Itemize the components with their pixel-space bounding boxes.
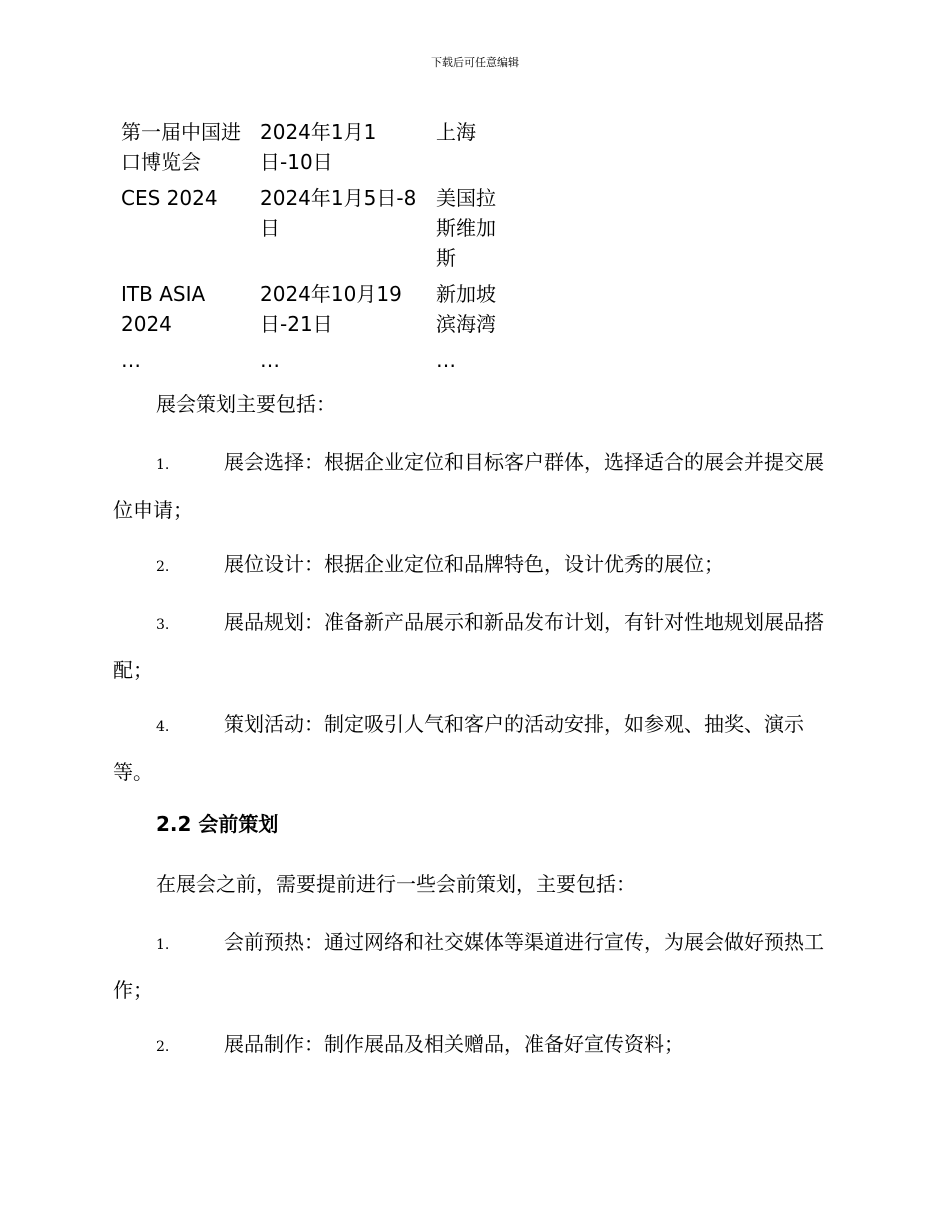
- events-table: [113, 117, 506, 375]
- table-row: [113, 345, 506, 375]
- list-text: 策划活动：制定吸引人气和客户的活动安排，如参观、抽奖、演示等。: [113, 712, 804, 784]
- event-date-cell: 2024年1月1日-10日: [260, 120, 377, 174]
- event-name-cell: CES 2024: [121, 186, 218, 210]
- event-location-cell: …: [436, 348, 456, 372]
- table-row: [113, 279, 506, 345]
- list-number: 1.: [156, 937, 170, 953]
- event-name-cell: ITB ASIA 2024: [121, 282, 206, 336]
- event-name-cell: …: [121, 348, 141, 372]
- list-item: [113, 920, 835, 1013]
- list-item: [113, 542, 835, 590]
- table-row: [113, 117, 506, 183]
- list-text: 展品制作：制作展品及相关赠品，准备好宣传资料；: [224, 1032, 684, 1056]
- list-text: 展品规划：准备新产品展示和新品发布计划，有针对性地规划展品搭配；: [113, 610, 824, 682]
- event-location-cell: 上海: [436, 120, 476, 144]
- section1-intro: 展会策划主要包括：: [156, 392, 336, 416]
- event-date-cell: …: [260, 348, 280, 372]
- list-number: 2.: [156, 1039, 170, 1055]
- section-heading: 2.2 会前策划: [156, 812, 279, 836]
- list-item: [113, 600, 835, 693]
- section2-intro: 在展会之前，需要提前进行一些会前策划，主要包括：: [156, 872, 636, 896]
- list-number: 2.: [156, 559, 170, 575]
- page-header: 下载后可任意编辑: [431, 56, 519, 69]
- list-item: [113, 702, 835, 795]
- event-location-cell: 美国拉斯维加斯: [436, 186, 496, 270]
- table-row: [113, 183, 506, 279]
- list-item: [113, 1022, 835, 1070]
- event-location-cell: 新加坡滨海湾: [436, 282, 496, 336]
- list-item: [113, 440, 835, 533]
- event-name-cell: 第一届中国进口博览会: [121, 120, 241, 174]
- list-number: 1.: [156, 457, 170, 473]
- list-number: 3.: [156, 617, 170, 633]
- event-date-cell: 2024年1月5日-8日: [260, 186, 417, 240]
- list-text: 会前预热：通过网络和社交媒体等渠道进行宣传，为展会做好预热工作；: [113, 930, 824, 1002]
- list-text: 展位设计：根据企业定位和品牌特色，设计优秀的展位；: [224, 552, 724, 576]
- event-date-cell: 2024年10月19日-21日: [260, 282, 402, 336]
- list-number: 4.: [156, 719, 170, 735]
- list-text: 展会选择：根据企业定位和目标客户群体，选择适合的展会并提交展位申请；: [113, 450, 824, 522]
